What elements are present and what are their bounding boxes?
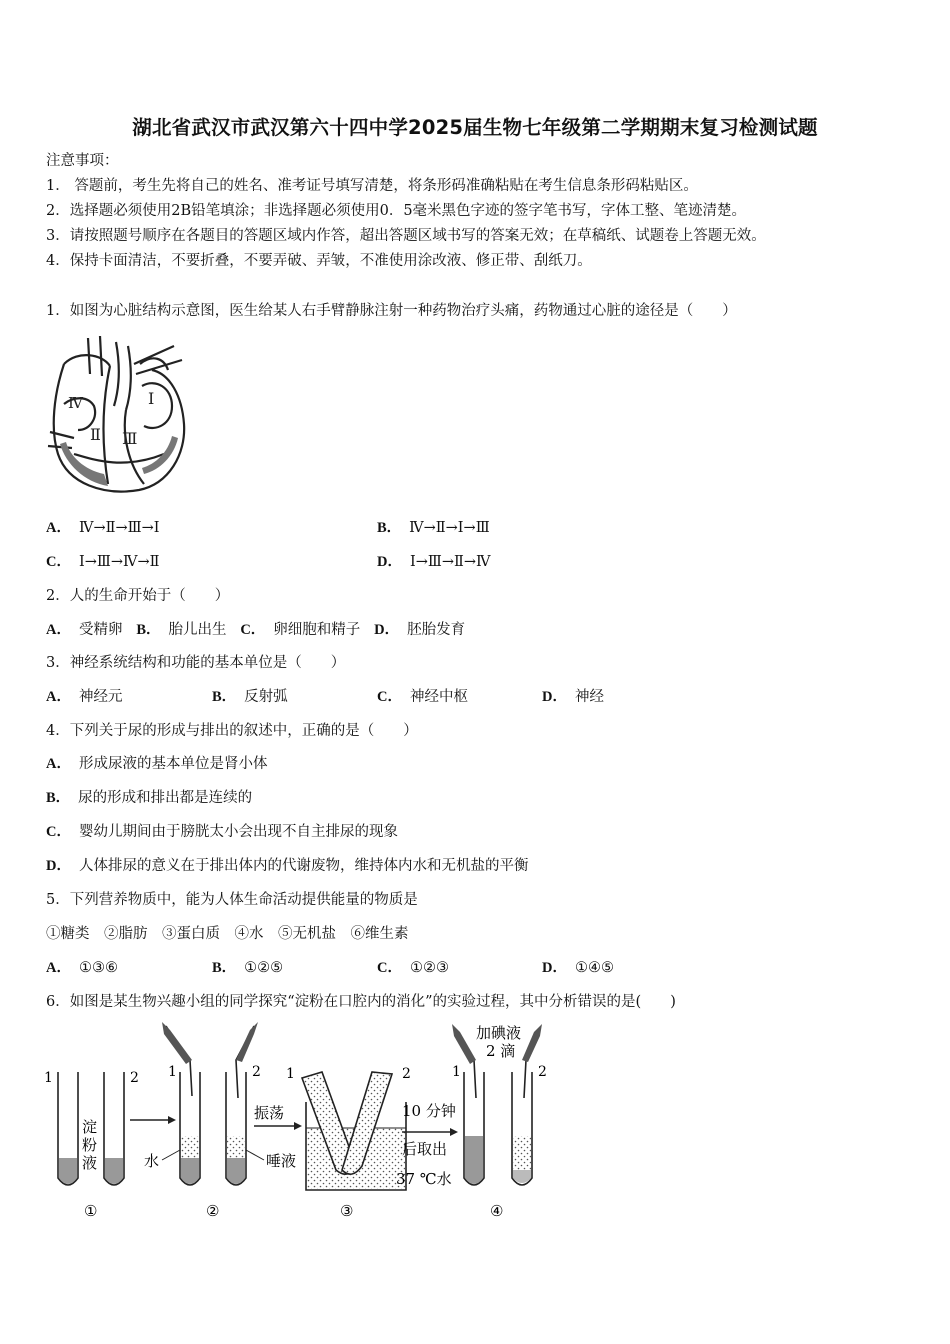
step-marker-2: ②: [206, 1202, 220, 1220]
q4-option-c: [46, 822, 398, 842]
q5-option-d: [542, 958, 614, 978]
time-label-2: 后取出: [402, 1140, 448, 1158]
step1-tube1-label: 1: [44, 1070, 53, 1086]
option-text: ①②⑤: [244, 960, 284, 976]
option-letter: A．: [46, 622, 71, 638]
saliva-label: 唾液: [266, 1152, 297, 1170]
option-text: ①③⑥: [78, 960, 118, 976]
q6-stem: 6．如图是某生物兴趣小组的同学探究“淀粉在口腔内的消化”的实验过程，其中分析错误的是( ): [46, 994, 676, 1010]
option-letter: D．: [542, 689, 567, 705]
option-letter: D．: [46, 858, 71, 874]
option-text: Ⅳ→Ⅱ→Ⅲ→Ⅰ: [78, 520, 160, 536]
option-text: 人体排尿的意义在于排出体内的代谢废物，维持体内水和无机盐的平衡: [78, 858, 529, 874]
option-text: Ⅰ→Ⅲ→Ⅱ→Ⅳ: [409, 554, 491, 570]
q1-option-a: [46, 518, 160, 538]
notice-item-2: 2．选择题必须使用2B铅笔填涂；非选择题必须使用0．5毫米黑色字迹的签字笔书写，字体工整、笔迹清楚。: [46, 203, 747, 219]
notice-item-4: 4．保持卡面清洁，不要折叠，不要弄破、弄皱，不准使用涂改液、修正带、刮纸刀。: [46, 253, 592, 269]
option-letter: B．: [136, 622, 161, 638]
option-letter: B．: [212, 960, 237, 976]
notice-heading: 注意事项：: [46, 153, 119, 169]
q5-items: ①糖类 ②脂肪 ③蛋白质 ④水 ⑤无机盐 ⑥维生素: [46, 926, 409, 942]
option-text: ①④⑤: [574, 960, 614, 976]
iodine-label-1: 加碘液: [476, 1024, 522, 1042]
step-marker-1: ①: [84, 1202, 98, 1220]
option-text: Ⅰ→Ⅲ→Ⅳ→Ⅱ: [78, 554, 160, 570]
heart-label-iii: Ⅲ: [122, 429, 138, 448]
q1-option-b: [377, 518, 490, 538]
notice-item-3: 3．请按照题号顺序在各题目的答题区域内作答，超出答题区域书写的答案无效；在草稿纸、试题卷上答题无效。: [46, 228, 766, 244]
experiment-diagram: [40, 1020, 560, 1225]
option-letter: C．: [377, 960, 402, 976]
option-text: 形成尿液的基本单位是肾小体: [78, 756, 268, 772]
option-letter: A．: [46, 756, 71, 772]
option-text: 尿的形成和排出都是连续的: [78, 790, 253, 806]
option-letter: C．: [46, 554, 71, 570]
water-label: 水: [144, 1152, 160, 1170]
q3-option-c: [377, 687, 468, 707]
q4-option-b: [46, 788, 252, 808]
notice-item-1: 1． 答题前，考生先将自己的姓名、准考证号填写清楚，将条形码准确粘贴在考生信息条形码粘贴区。: [46, 178, 698, 194]
option-letter: A．: [46, 960, 71, 976]
option-text: 卵细胞和精子: [273, 622, 361, 638]
starch-label-2: 粉: [82, 1136, 98, 1154]
q2-options: [46, 620, 465, 640]
q4-option-a: [46, 754, 267, 774]
option-letter: A．: [46, 689, 71, 705]
starch-label-1: 淀: [82, 1118, 98, 1136]
q5-option-b: [212, 958, 283, 978]
step3-tube1-label: 1: [286, 1066, 295, 1082]
option-letter: B．: [46, 790, 71, 806]
heart-label-i: Ⅰ: [148, 389, 155, 408]
option-text: 受精卵: [78, 622, 123, 638]
option-letter: D．: [374, 622, 400, 638]
temp-label: 37 ℃水: [396, 1170, 452, 1188]
q3-option-d: [542, 687, 604, 707]
option-letter: C．: [240, 622, 266, 638]
q1-stem: 1．如图为心脏结构示意图，医生给某人右手臂静脉注射一种药物治疗头痛，药物通过心脏的途径是（ ）: [46, 303, 737, 319]
step-marker-4: ④: [490, 1202, 504, 1220]
option-text: 神经中枢: [409, 689, 468, 705]
q5-option-a: [46, 958, 118, 978]
option-text: Ⅳ→Ⅱ→Ⅰ→Ⅲ: [409, 520, 490, 536]
option-text: 婴幼儿期间由于膀胱太小会出现不自主排尿的现象: [78, 824, 398, 840]
heart-label-ii: Ⅱ: [90, 425, 101, 444]
option-text: 胎儿出生: [168, 622, 227, 638]
step2-tube2-label: 2: [252, 1064, 261, 1080]
option-text: 反射弧: [244, 689, 288, 705]
q3-stem: 3．神经系统结构和功能的基本单位是（ ）: [46, 655, 346, 671]
option-letter: C．: [46, 824, 71, 840]
step4-tube1-label: 1: [452, 1064, 461, 1080]
step1-tube2-label: 2: [130, 1070, 139, 1086]
step4-tube2-label: 2: [538, 1064, 547, 1080]
q4-option-d: [46, 856, 528, 876]
option-text: 神经: [574, 689, 604, 705]
iodine-label-2: 2 滴: [486, 1042, 516, 1060]
q3-option-b: [212, 687, 288, 707]
option-text: 神经元: [78, 689, 123, 705]
q1-option-d: [377, 552, 491, 572]
q2-stem: 2．人的生命开始于（ ）: [46, 588, 230, 604]
option-text: 胚胎发育: [407, 622, 466, 638]
q3-option-a: [46, 687, 122, 707]
q5-option-c: [377, 958, 449, 978]
q1-option-c: [46, 552, 160, 572]
q4-stem: 4．下列关于尿的形成与排出的叙述中，正确的是（ ）: [46, 723, 418, 739]
option-text: ①②③: [409, 960, 449, 976]
option-letter: C．: [377, 689, 402, 705]
option-letter: D．: [377, 554, 402, 570]
q5-stem: 5．下列营养物质中，能为人体生命活动提供能量的物质是: [46, 892, 418, 908]
time-label-1: 10 分钟: [402, 1102, 456, 1120]
shake-label: 振荡: [254, 1104, 285, 1122]
option-letter: B．: [377, 520, 402, 536]
option-letter: D．: [542, 960, 567, 976]
option-letter: A．: [46, 520, 71, 536]
option-letter: B．: [212, 689, 237, 705]
step2-tube1-label: 1: [168, 1064, 177, 1080]
starch-label-3: 液: [82, 1154, 98, 1172]
page-title: 湖北省武汉市武汉第六十四中学2025届生物七年级第二学期期末复习检测试题: [132, 116, 818, 139]
heart-label-iv: Ⅳ: [68, 394, 83, 412]
step-marker-3: ③: [340, 1202, 354, 1220]
step3-tube2-label: 2: [402, 1066, 411, 1082]
heart-diagram: [44, 334, 194, 499]
